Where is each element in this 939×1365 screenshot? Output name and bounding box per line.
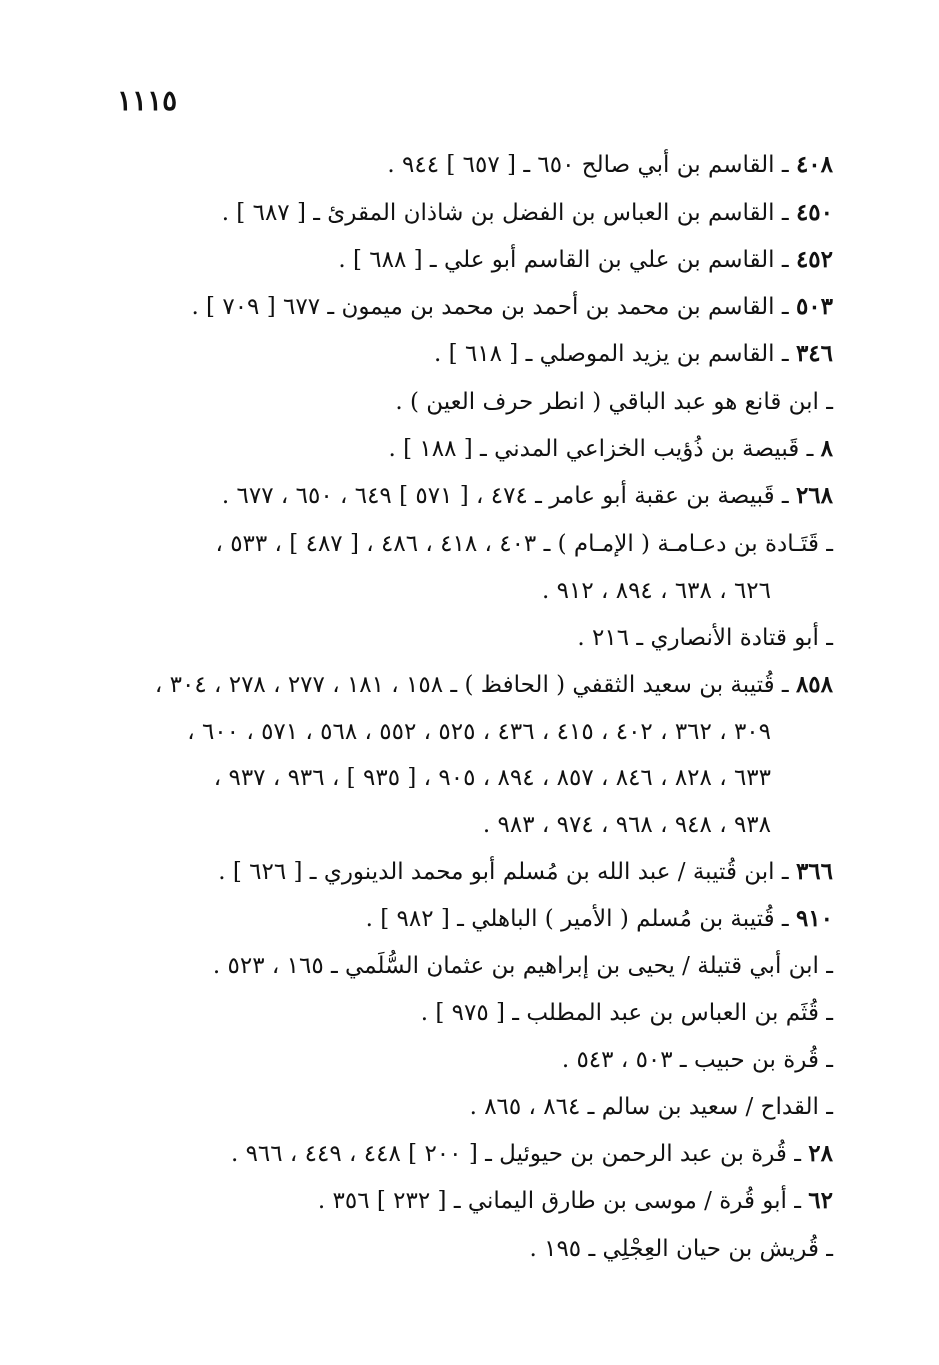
index-entry-continuation [214, 761, 771, 795]
entry-text: ـ القاسم بن العباس بن الفضل بن شاذان المقرئ ـ [ ٦٨٧ ] . [221, 200, 796, 226]
entry-text: ـ قُثَم بن العباس بن عبد المطلب ـ [ ٩٧٥ ] . [420, 1000, 833, 1026]
entry-number: ٤٥٢ [795, 246, 833, 273]
entry-text: ـ قُرة بن حبيب ـ ٥٠٣ ، ٥٤٣ . [561, 1047, 833, 1073]
index-entry-continuation [187, 715, 771, 749]
entry-text: ـ القاسم بن أبي صالح ٦٥٠ ـ [ ٦٥٧ ] ٩٤٤ . [387, 152, 796, 178]
index-entry [421, 996, 833, 1030]
entry-text: ـ أبو قتادة الأنصاري ـ ٢١٦ . [577, 625, 833, 651]
entry-text: ـ ابن أبي قتيلة / يحيى بن إبراهيم بن عثمان السُّلَمي ـ ١٦٥ ، ٥٢٣ . [212, 953, 833, 979]
index-entry [155, 668, 833, 702]
index-entry [338, 243, 833, 277]
entry-text: ـ القاسم بن علي بن القاسم أبو علي ـ [ ٦٨٨ ] . [338, 247, 796, 273]
index-entry [395, 385, 833, 419]
entry-text: ـ القداح / سعيد بن سالم ـ ٨٦٤ ، ٨٦٥ . [469, 1094, 833, 1120]
entry-text: ٦٢٦ ، ٦٣٨ ، ٨٩٤ ، ٩١٢ . [541, 578, 771, 604]
entry-number: ٦٢ [808, 1187, 833, 1214]
entry-number: ٨٥٨ [795, 671, 833, 698]
index-entry-continuation [542, 574, 771, 608]
index-entry [213, 949, 833, 983]
entry-text: ـ القاسم بن محمد بن أحمد بن محمد بن ميمون ـ ٦٧٧ [ ٧٠٩ ] . [191, 294, 796, 320]
index-entry [222, 196, 833, 230]
entry-number: ٥٠٣ [795, 293, 833, 320]
entry-text: ـ قُتيبة بن مُسلم ( الأمير ) الباهلي ـ [ ٩٨٢ ] . [365, 906, 796, 932]
entry-text: ـ قُتيبة بن سعيد الثقفي ( الحافظ ) ـ ١٥٨ ، ١٨١ ، ٢٧٧ ، ٢٧٨ ، ٣٠٤ ، [154, 672, 796, 698]
index-entry [562, 1043, 833, 1077]
entry-text: ـ قَبيصة بن عقبة أبو عامر ـ ٤٧٤ ، [ ٥٧١ ] ٦٤٩ ، ٦٥٠ ، ٦٧٧ . [221, 483, 796, 509]
entry-text: ـ قَبيصة بن ذُؤيب الخزاعي المدني ـ [ ١٨٨ ] . [388, 436, 821, 462]
entry-text: ـ ابن قانع هو عبد الباقي ( انطر حرف العين ) . [395, 389, 833, 415]
entry-number: ٣٤٦ [795, 340, 833, 367]
index-entry-continuation [483, 808, 771, 842]
index-entry [577, 621, 833, 655]
entry-text: ـ قُريش بن حيان العِجْلِي ـ ١٩٥ . [529, 1236, 833, 1262]
index-entry [470, 1090, 833, 1124]
entry-text: ـ قَتَـادة بن دعـامـة ( الإمـام ) ـ ٤٠٣ ، ٤١٨ ، ٤٨٦ ، [ ٤٨٧ ] ، ٥٣٣ ، [215, 531, 833, 557]
index-entry [434, 337, 833, 371]
entry-number: ٣٦٦ [795, 858, 833, 885]
index-entry [388, 432, 833, 466]
index-entry [222, 479, 833, 513]
entry-number: ٢٨ [808, 1140, 833, 1167]
index-entry [318, 1184, 833, 1218]
entry-number: ٤٠٨ [795, 151, 833, 178]
index-entry [191, 290, 833, 324]
index-entry [529, 1232, 833, 1266]
page-number: ١١١٥ [117, 84, 178, 117]
index-entry [366, 902, 833, 936]
entry-number: ٨ [820, 435, 833, 462]
entry-number: ٢٦٨ [795, 482, 833, 509]
entry-number: ٤٥٠ [795, 199, 833, 226]
entry-text: ٦٣٣ ، ٨٢٨ ، ٨٤٦ ، ٨٥٧ ، ٨٩٤ ، ٩٠٥ ، [ ٩٣٥ ] ، ٩٣٦ ، ٩٣٧ ، [213, 765, 771, 791]
index-entry [231, 1137, 833, 1171]
index-entry [215, 527, 833, 561]
entry-text: ـ ابن قُتيبة / عبد الله بن مُسلم أبو محمد الدينوري ـ [ ٦٢٦ ] . [218, 859, 796, 885]
entry-text: ـ القاسم بن يزيد الموصلي ـ [ ٦١٨ ] . [434, 341, 796, 367]
index-entry [218, 855, 833, 889]
entry-text: ـ قُرة بن عبد الرحمن بن حيوئيل ـ [ ٢٠٠ ] ٤٤٨ ، ٤٤٩ ، ٩٦٦ . [230, 1141, 809, 1167]
entry-number: ٩١٠ [795, 905, 833, 932]
entry-text: ٣٠٩ ، ٣٦٢ ، ٤٠٢ ، ٤١٥ ، ٤٣٦ ، ٥٢٥ ، ٥٥٢ ، ٥٦٨ ، ٥٧١ ، ٦٠٠ ، [187, 719, 771, 745]
index-entry [387, 148, 833, 182]
entry-text: ـ أبو قُرة / موسى بن طارق اليماني ـ [ ٢٣٢ ] ٣٥٦ . [317, 1188, 809, 1214]
entry-text: ٩٣٨ ، ٩٤٨ ، ٩٦٨ ، ٩٧٤ ، ٩٨٣ . [482, 812, 771, 838]
